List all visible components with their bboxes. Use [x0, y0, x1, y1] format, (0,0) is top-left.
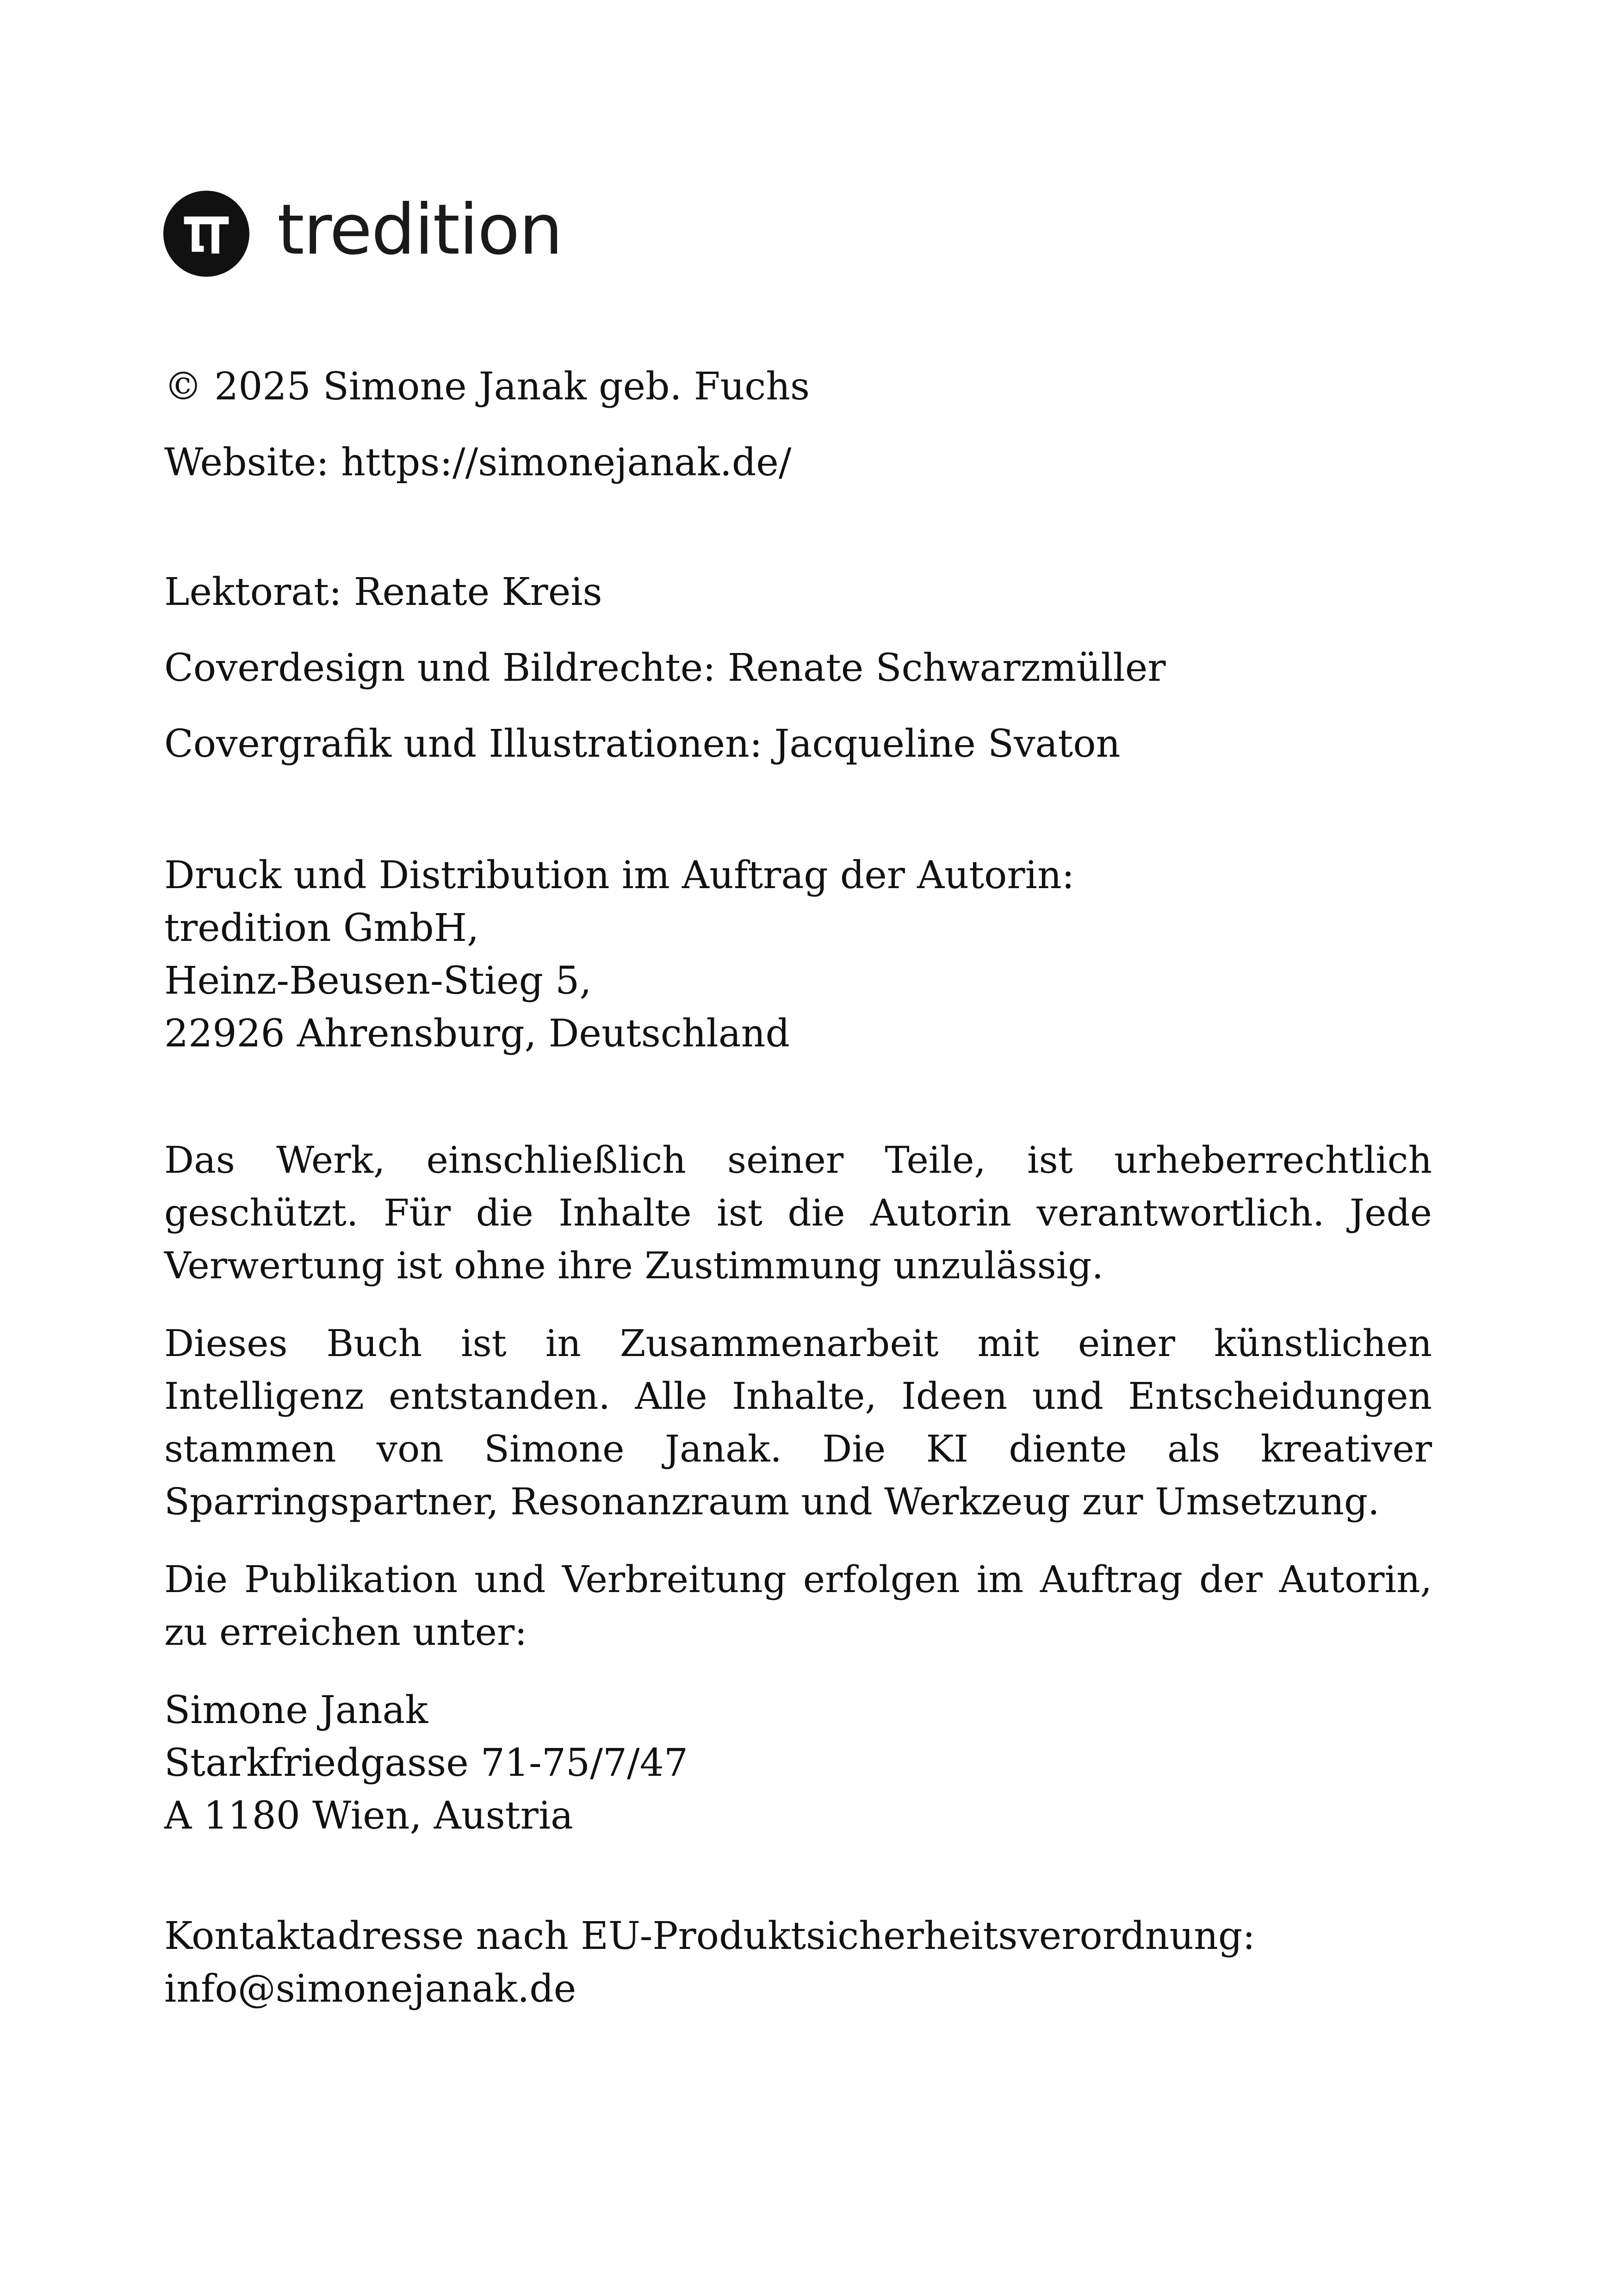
author-street: Starkfriedgasse 71-75/7/47 [164, 1741, 688, 1785]
ai-notice-paragraph: Dieses Buch ist in Zusammenarbeit mit einer künstlichen Intelligenz entstanden. Alle Inhalte, Ideen und Entscheidungen stammen von Simone Janak. Die KI diente als kreativer Sparringspartner, Resonanzraum und Werkzeug zur Umsetzung. [164, 1322, 1432, 1523]
copyright-line: © 2025 Simone Janak geb. Fuchs [164, 365, 810, 409]
contact-label: Kontaktadresse nach EU-Produktsicherheitsverordnung: [164, 1914, 1256, 1958]
distribution-city: 22926 Ahrensburg, Deutschland [164, 1012, 790, 1056]
distribution-company: tredition GmbH, [164, 906, 479, 950]
tredition-logo-icon [163, 191, 249, 277]
cover-design-credit: Coverdesign und Bildrechte: Renate Schwarzmüller [164, 646, 1166, 690]
copyright-notice-paragraph: Das Werk, einschließlich seiner Teile, ist urheberrechtlich geschützt. Für die Inhalte ist die Autorin verantwortlich. Jede Verwertung ist ohne ihre Zustimmung unzulässig. [164, 1139, 1432, 1287]
publisher-logo [163, 190, 562, 278]
cover-graphics-credit: Covergrafik und Illustrationen: Jacqueline Svaton [164, 722, 1121, 766]
editing-credit: Lektorat: Renate Kreis [164, 570, 602, 614]
publication-notice-paragraph: Die Publikation und Verbreitung erfolgen im Auftrag der Autorin, zu erreichen unter: [164, 1558, 1432, 1654]
distribution-label: Druck und Distribution im Auftrag der Autorin: [164, 853, 1075, 897]
contact-email: info@simonejanak.de [164, 1967, 577, 2011]
author-city: A 1180 Wien, Austria [164, 1794, 573, 1838]
author-name: Simone Janak [164, 1688, 428, 1732]
publisher-wordmark: tredition [277, 190, 562, 270]
distribution-street: Heinz-Beusen-Stieg 5, [164, 959, 592, 1003]
website-line: Website: https://simonejanak.de/ [164, 441, 792, 485]
